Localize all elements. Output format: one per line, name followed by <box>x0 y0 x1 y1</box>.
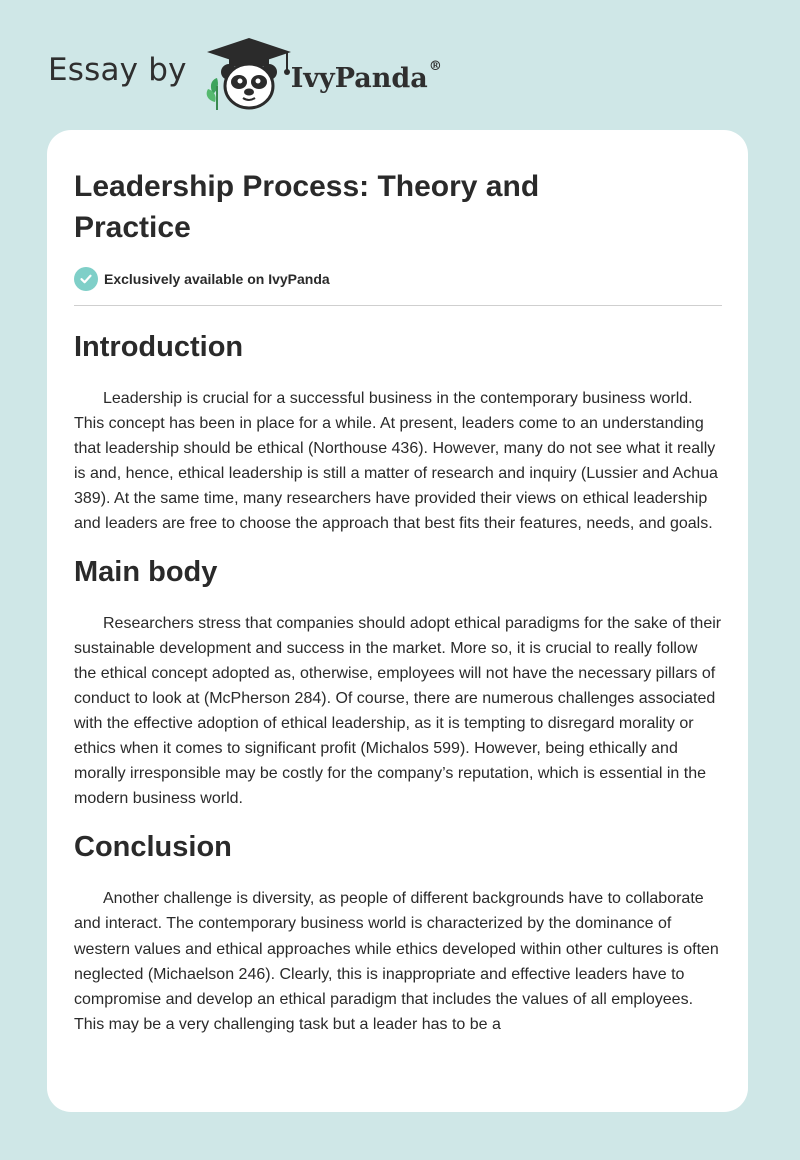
section-main-body <box>74 554 722 812</box>
panda-graduate-icon[interactable] <box>199 34 299 114</box>
brand-name[interactable] <box>290 58 442 94</box>
exclusive-badge <box>74 267 722 306</box>
section-heading: Introduction <box>74 331 244 363</box>
section-conclusion <box>74 829 722 1037</box>
section-paragraph: Researchers stress that companies should adopt ethical paradigms for the sake of their sustainable development and success in the market. More so, it is crucial to really follow the ethical concept adopted as, otherwise, employees will not have the necessary pillars of conduct to look at (McPherson 284). Of course, there are numerous challenges associated with the effective adoption of ethical leadership, as it is tempting to disregard morality or ethics when it comes to significant profit (Michalos 599). However, being ethically and morally irresponsible may be costly for the company’s reputation, which is essential in the modern business world. <box>74 614 722 808</box>
check-icon <box>74 267 98 291</box>
registered-mark: ® <box>428 58 442 74</box>
section-heading: Conclusion <box>74 831 232 864</box>
essay-card <box>47 130 748 1112</box>
site-header <box>48 34 442 114</box>
section-paragraph: Leadership is crucial for a successful business in the contemporary business world. This concept has been in place for a while. At present, leaders come to an understanding that leadership should be ethical (Northouse 436). However, many do not see what it really is and, hence, ethical leadership is still a matter of research and inquiry (Lussier and Achua 389). At the same time, many researchers have provided their views on ethical leadership and leaders are free to choose the approach that best fits their features, needs, and goals. <box>74 390 718 533</box>
section-paragraph: Another challenge is diversity, as people of different backgrounds have to collaborate and interact. The contemporary business world is characterized by the dominance of western values and ethical approaches while ethics developed within other cultures is often neglected (Michaelson 246). Clearly, this is inappropriate and effective leaders have to compromise and develop an ethical paradigm that includes the values of all employees. This may be a very challenging task but a leader has to be a <box>74 890 719 1033</box>
section-heading: Main body <box>74 555 218 588</box>
section-introduction <box>74 329 722 537</box>
brand-name-text: IvyPanda <box>290 62 428 94</box>
page-title: Leadership Process: Theory and Practice <box>74 170 540 244</box>
brand-prefix: Essay by <box>48 52 187 88</box>
badge-text: Exclusively available on IvyPanda <box>104 271 330 287</box>
